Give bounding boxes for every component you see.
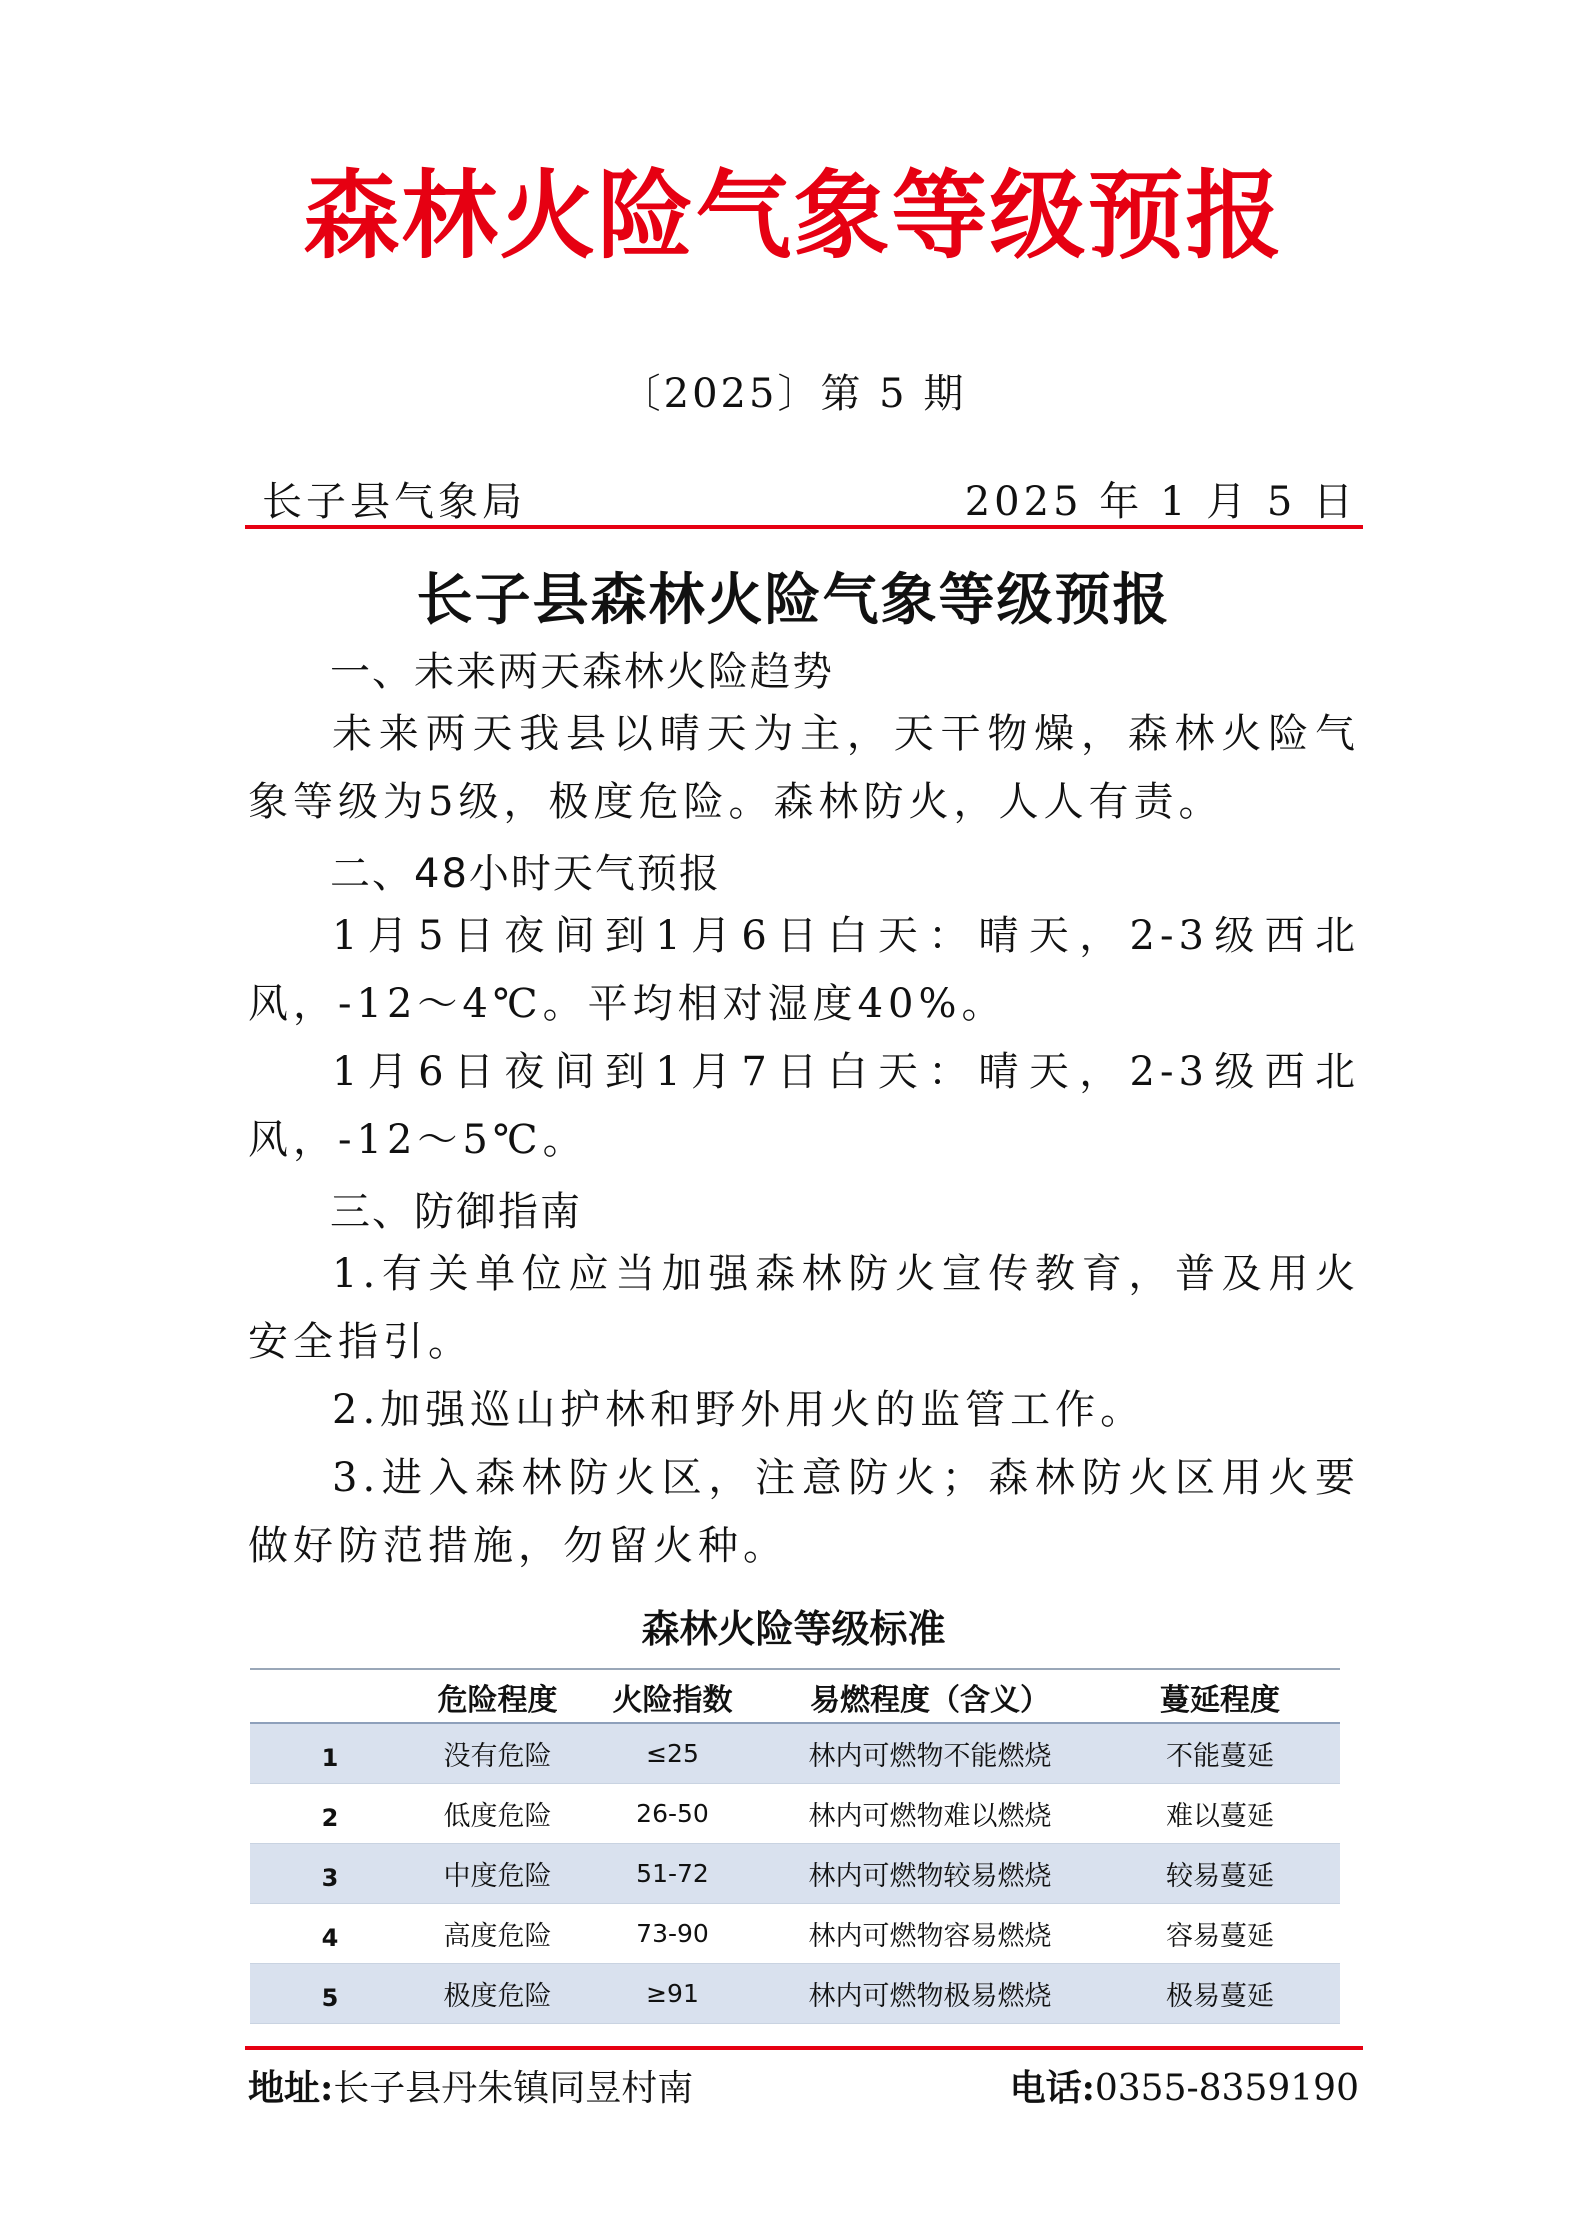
cell-level: 4 [321,1923,339,1952]
cell-level: 5 [321,1983,339,2012]
table-title: 森林火险等级标准 [641,1607,946,1651]
cell-flammability: 林内可燃物不能燃烧 [808,1741,1052,1772]
forecast-day2: 1月6日夜间到1月7日白天：晴天，2-3级西北风，-12～5℃。 [248,1049,1360,1163]
cell-flammability: 林内可燃物较易燃烧 [808,1861,1052,1892]
cell-danger: 极度危险 [443,1981,552,2012]
cell-index: ≥91 [646,1979,699,2008]
forecast-day1: 1月5日夜间到1月6日白天：晴天，2-3级西北风，-12～4℃。平均相对湿度40%。 [248,913,1360,1027]
header-danger: 危险程度 [437,1683,558,1718]
cell-index: 26-50 [636,1799,709,1828]
cell-spread: 容易蔓延 [1166,1921,1274,1952]
header-divider [245,525,1363,529]
issue-number: 〔2025〕第 5 期 [620,371,967,417]
issuer: 长子县气象局 [262,479,526,525]
address-value: 长子县丹朱镇同昱村南 [333,2068,694,2109]
table-row [250,1904,1340,1964]
table-top-rule [250,1668,1340,1670]
cell-index: 51-72 [636,1859,709,1888]
masthead-title: 森林火险气象等级预报 [303,160,1284,272]
section2-heading: 二、48小时天气预报 [330,851,721,897]
cell-spread: 难以蔓延 [1166,1801,1274,1832]
footer-phone [1010,2060,1359,2111]
footer-address [248,2060,693,2111]
cell-spread: 极易蔓延 [1166,1981,1274,2012]
guide-item-2: 2.加强巡山护林和野外用火的监管工作。 [332,1387,1146,1433]
table-row [250,1724,1340,1784]
section1-heading: 一、未来两天森林火险趋势 [330,649,834,695]
cell-index: ≤25 [646,1739,699,1768]
cell-danger: 低度危险 [443,1801,552,1832]
footer-divider [245,2046,1363,2050]
table-row [250,1844,1340,1904]
table-body [250,1724,1340,2024]
cell-level: 1 [321,1743,339,1772]
section1-text: 未来两天我县以晴天为主，天干物燥，森林火险气象等级为5级，极度危险。森林防火，人人有责。 [248,711,1360,825]
cell-flammability: 林内可燃物难以燃烧 [808,1801,1052,1832]
header-index: 火险指数 [612,1683,733,1718]
cell-flammability: 林内可燃物极易燃烧 [808,1981,1052,2012]
cell-danger: 中度危险 [443,1861,552,1892]
header-flammability: 易燃程度（含义） [810,1683,1050,1718]
issue-date: 2025 年 1 月 5 日 [964,479,1357,525]
cell-level: 2 [321,1803,339,1832]
table-row [250,1964,1340,2024]
cell-spread: 较易蔓延 [1166,1861,1274,1892]
phone-label: 电话: [1009,2067,1095,2109]
cell-index: 73-90 [636,1919,709,1948]
cell-danger: 高度危险 [443,1921,552,1952]
table-header-row [250,1672,1340,1724]
table-row [250,1784,1340,1844]
guide-item-3: 3.进入森林防火区，注意防火；森林防火区用火要做好防范措施，勿留火种。 [248,1455,1360,1569]
cell-flammability: 林内可燃物容易燃烧 [808,1921,1052,1952]
cell-level: 3 [321,1863,339,1892]
document-title: 长子县森林火险气象等级预报 [416,567,1171,633]
section3-heading: 三、防御指南 [330,1189,582,1235]
address-label: 地址: [248,2067,334,2109]
cell-danger: 没有危险 [443,1741,552,1772]
phone-value: 0355-8359190 [1094,2068,1359,2109]
header-spread: 蔓延程度 [1160,1683,1280,1718]
guide-item-1: 1.有关单位应当加强森林防火宣传教育，普及用火安全指引。 [248,1251,1360,1365]
cell-spread: 不能蔓延 [1166,1741,1274,1772]
